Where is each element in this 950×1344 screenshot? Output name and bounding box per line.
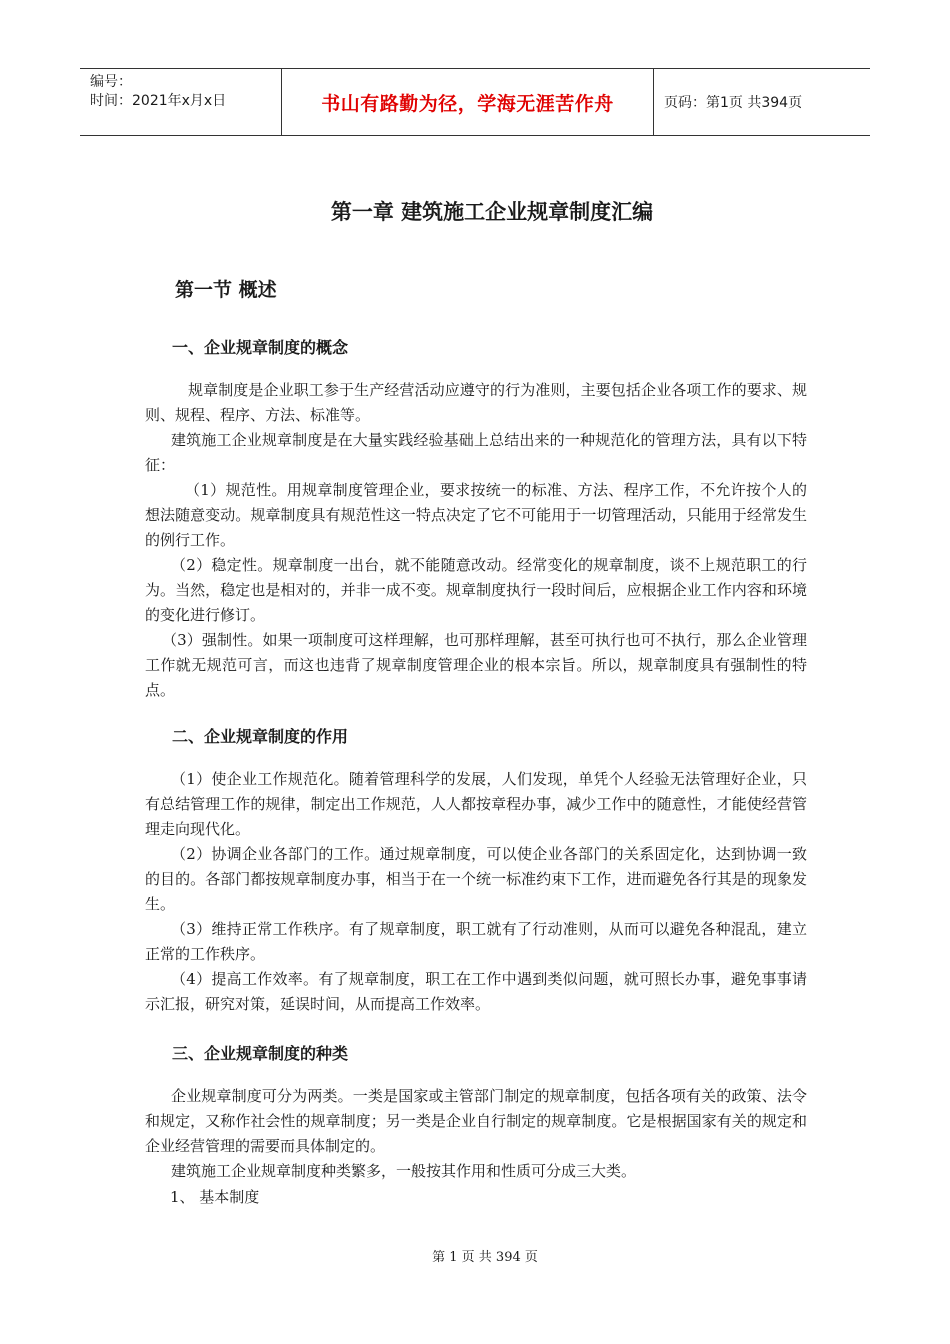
page-header [80,68,870,136]
heading-function: 二、企业规章制度的作用 [172,727,349,746]
paragraph: （1）使企业工作规范化。随着管理科学的发展，人们发现，单凭个人经验无法管理好企业，只有总结管理工作的规律，制定出工作规范，人人都按章程办事，减少工作中的随意性，才能使经营管理走向现代化。 [145,770,807,838]
paragraph: 规章制度是企业职工参于生产经营活动应遵守的行为准则，主要包括企业各项工作的要求、规则、规程、程序、方法、标准等。 [145,381,807,424]
paragraph: （3）维持正常工作秩序。有了规章制度，职工就有了行动准则，从而可以避免各种混乱，建立正常的工作秩序。 [145,920,807,963]
header-motto: 书山有路勤为径，学海无涯苦作舟 [282,69,654,135]
paragraph: 建筑施工企业规章制度是在大量实践经验基础上总结出来的一种规范化的管理方法，具有以下特征： [145,431,807,474]
number-label: 编号： [90,74,132,90]
paragraph: （1）规范性。用规章制度管理企业，要求按统一的标准、方法、程序工作，不允许按个人的想法随意变动。规章制度具有规范性这一特点决定了它不可能用于一切管理活动，只能用于经常发生的例行工作。 [145,481,807,549]
page-footer: 第 1 页 共 394 页 [432,1250,538,1265]
section-title: 第一节 概述 [175,279,277,301]
chapter-title: 第一章 建筑施工企业规章制度汇编 [330,200,654,224]
paragraph: （2）稳定性。规章制度一出台，就不能随意改动。经常变化的规章制度，谈不上规范职工的行为。当然，稳定也是相对的，并非一成不变。规章制度执行一段时间后，应根据企业工作内容和环境的变化进行修订。 [145,556,807,624]
paragraph: （3）强制性。如果一项制度可这样理解，也可那样理解，甚至可执行也可不执行，那么企业管理工作就无规范可言，而这也违背了规章制度管理企业的根本宗旨。所以，规章制度具有强制性的特点。 [145,631,807,699]
header-meta [80,69,282,135]
heading-types: 三、企业规章制度的种类 [172,1044,349,1063]
heading-concept: 一、企业规章制度的概念 [172,338,349,357]
list-item: 1、 基本制度 [170,1188,260,1206]
paragraph: （4）提高工作效率。有了规章制度，职工在工作中遇到类似问题，就可照长办事，避免事事请示汇报，研究对策，延误时间，从而提高工作效率。 [145,970,807,1013]
paragraph: 企业规章制度可分为两类。一类是国家或主管部门制定的规章制度，包括各项有关的政策、法令和规定，又称作社会性的规章制度；另一类是企业自行制定的规章制度。它是根据国家有关的规定和企业经营管理的需要而具体制定的。 [145,1087,807,1155]
date-label: 时间：2021年x月x日 [90,93,227,109]
paragraph: （2）协调企业各部门的工作。通过规章制度，可以使企业各部门的关系固定化，达到协调一致的目的。各部门都按规章制度办事，相当于在一个统一标准约束下工作，进而避免各行其是的现象发生。 [145,845,807,913]
header-page-info: 页码：第1页 共394页 [664,95,803,111]
paragraph: 建筑施工企业规章制度种类繁多，一般按其作用和性质可分成三大类。 [171,1162,637,1180]
